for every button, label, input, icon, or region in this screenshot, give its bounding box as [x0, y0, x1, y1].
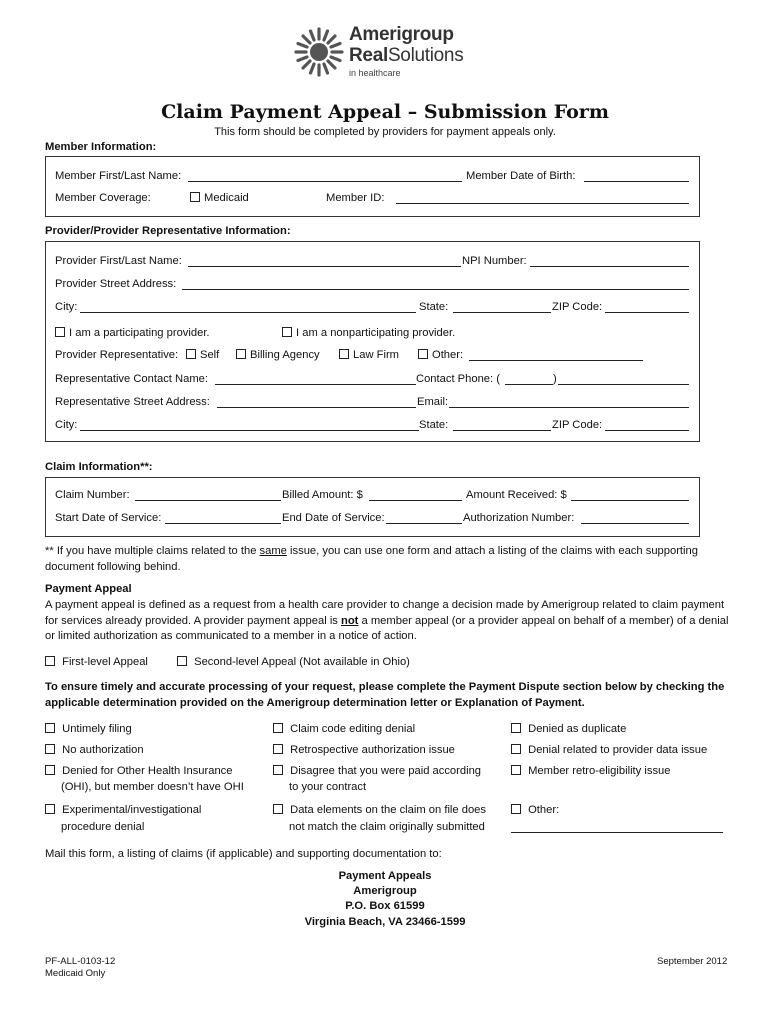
member-heading: Member Information: [45, 141, 157, 153]
mail-line4: Virginia Beach, VA 23466-1599 [304, 916, 466, 928]
rep-self-option[interactable]: Self [186, 349, 219, 361]
first-level-checkbox[interactable] [45, 656, 55, 666]
form-code: PF-ALL-0103-12 [45, 956, 116, 967]
rep-other-option[interactable]: Other: [418, 349, 463, 361]
code-editing-checkbox[interactable] [273, 723, 283, 733]
data-elements-option[interactable]: Data elements on the claim on file does [273, 804, 486, 816]
disagree-option-cont: to your contract [289, 781, 367, 793]
rep-law-option[interactable]: Law Firm [339, 349, 399, 361]
other-dispute-option[interactable]: Other: [511, 804, 559, 816]
second-level-option[interactable]: Second-level Appeal (Not available in Ohio) [177, 656, 410, 668]
billed-label: Billed Amount: $ [282, 489, 363, 501]
provider-state-label: State: [419, 301, 449, 313]
other-dispute-field[interactable] [511, 832, 723, 833]
rep-city-label: City: [55, 419, 78, 431]
received-label: Amount Received: $ [466, 489, 567, 501]
law-checkbox[interactable] [339, 349, 349, 359]
provider-city-field[interactable] [80, 312, 416, 313]
payment-appeal-text: A payment appeal is defined as a request from a health care provider to change a decision made by Amerigroup related to claim payment for services already provided. A provider payment appeal is not a member appeal (or a provider appeal on behalf of a member) of a denial or limited authorization as communicated to a member in a notice of action. [45, 599, 729, 642]
form-date: September 2012 [657, 956, 728, 967]
code-editing-option[interactable]: Claim code editing denial [273, 723, 415, 735]
phone-area-field[interactable] [505, 384, 553, 385]
provider-street-field[interactable] [182, 289, 689, 290]
rep-street-field[interactable] [217, 407, 416, 408]
member-name-field[interactable] [188, 181, 462, 182]
ohi-checkbox[interactable] [45, 765, 55, 775]
rep-zip-label: ZIP Code: [552, 419, 603, 431]
member-id-field[interactable] [396, 203, 689, 204]
rep-zip-field[interactable] [605, 430, 689, 431]
provider-heading: Provider/Provider Representative Information: [45, 225, 291, 237]
logo-tagline: in healthcare [349, 68, 401, 78]
other-dispute-checkbox[interactable] [511, 804, 521, 814]
untimely-filing-option[interactable]: Untimely filing [45, 723, 132, 735]
rep-other-field[interactable] [469, 360, 643, 361]
rep-contact-label: Representative Contact Name: [55, 373, 208, 385]
retro-auth-checkbox[interactable] [273, 744, 283, 754]
participating-checkbox[interactable] [55, 327, 65, 337]
claim-number-field[interactable] [135, 500, 281, 501]
nonparticipating-option[interactable]: I am a nonparticipating provider. [282, 327, 455, 339]
disagree-checkbox[interactable] [273, 765, 283, 775]
medicaid-option[interactable]: Medicaid [190, 192, 249, 204]
end-date-field[interactable] [386, 523, 462, 524]
self-checkbox[interactable] [186, 349, 196, 359]
first-level-option[interactable]: First-level Appeal [45, 656, 148, 668]
rep-state-label: State: [419, 419, 449, 431]
provider-name-label: Provider First/Last Name: [55, 255, 182, 267]
experimental-option[interactable]: Experimental/investigational [45, 804, 201, 816]
retro-eligibility-option[interactable]: Member retro-eligibility issue [511, 765, 670, 777]
member-dob-field[interactable] [584, 181, 689, 182]
no-auth-checkbox[interactable] [45, 744, 55, 754]
mail-line1: Payment Appeals [338, 870, 432, 882]
retro-eligibility-checkbox[interactable] [511, 765, 521, 775]
provider-data-checkbox[interactable] [511, 744, 521, 754]
claim-number-label: Claim Number: [55, 489, 130, 501]
experimental-checkbox[interactable] [45, 804, 55, 814]
no-auth-option[interactable]: No authorization [45, 744, 144, 756]
ohi-option[interactable]: Denied for Other Health Insurance [45, 765, 233, 777]
mail-intro: Mail this form, a listing of claims (if applicable) and supporting documentation to: [45, 848, 442, 860]
untimely-checkbox[interactable] [45, 723, 55, 733]
duplicate-option[interactable]: Denied as duplicate [511, 723, 626, 735]
page-title: Claim Payment Appeal – Submission Form [161, 101, 609, 123]
data-elements-checkbox[interactable] [273, 804, 283, 814]
experimental-option-cont: procedure denial [61, 821, 145, 833]
logo-subbrand: RealSolutions [349, 45, 464, 66]
logo-brand: Amerigroup [349, 24, 454, 45]
member-dob-label: Member Date of Birth: [466, 170, 576, 182]
provider-city-label: City: [55, 301, 78, 313]
retro-auth-option[interactable]: Retrospective authorization issue [273, 744, 455, 756]
other-rep-checkbox[interactable] [418, 349, 428, 359]
mail-line3: P.O. Box 61599 [345, 900, 425, 912]
claim-box [45, 477, 700, 537]
data-elements-option-cont: not match the claim originally submitted [289, 821, 485, 833]
mail-line2: Amerigroup [353, 885, 417, 897]
nonparticipating-checkbox[interactable] [282, 327, 292, 337]
start-date-field[interactable] [165, 523, 281, 524]
received-field[interactable] [571, 500, 689, 501]
disagree-option[interactable]: Disagree that you were paid according [273, 765, 481, 777]
claim-heading: Claim Information**: [45, 461, 153, 473]
sunburst-logo-icon [293, 26, 345, 78]
auth-field[interactable] [581, 523, 689, 524]
rep-city-field[interactable] [80, 430, 419, 431]
provider-data-option[interactable]: Denial related to provider data issue [511, 744, 707, 756]
member-coverage-label: Member Coverage: [55, 192, 151, 204]
provider-name-field[interactable] [188, 266, 461, 267]
second-level-checkbox[interactable] [177, 656, 187, 666]
billing-checkbox[interactable] [236, 349, 246, 359]
duplicate-checkbox[interactable] [511, 723, 521, 733]
page-subtitle: This form should be completed by providers for payment appeals only. [214, 126, 556, 138]
phone-field[interactable] [558, 384, 689, 385]
npi-field[interactable] [530, 266, 689, 267]
participating-option[interactable]: I am a participating provider. [55, 327, 210, 339]
member-id-label: Member ID: [326, 192, 385, 204]
billed-field[interactable] [369, 500, 462, 501]
ohi-option-cont: (OHI), but member doesn’t have OHI [61, 781, 244, 793]
rep-state-field[interactable] [453, 430, 551, 431]
provider-zip-label: ZIP Code: [552, 301, 603, 313]
email-label: Email: [417, 396, 449, 408]
multiple-claims-note: ** If you have multiple claims related to the same issue, you can use one form and attach a listing of the claims with each supporting document following behind. [45, 545, 698, 573]
npi-label: NPI Number: [462, 255, 527, 267]
provider-box [45, 241, 700, 442]
provider-state-field[interactable] [453, 312, 551, 313]
member-box [45, 156, 700, 217]
rep-label: Provider Representative: [55, 349, 179, 361]
auth-label: Authorization Number: [463, 512, 575, 524]
rep-street-label: Representative Street Address: [55, 396, 210, 408]
email-field[interactable] [449, 407, 689, 408]
provider-zip-field[interactable] [605, 312, 689, 313]
end-date-label: End Date of Service: [282, 512, 385, 524]
form-sub: Medicaid Only [45, 968, 106, 979]
rep-billing-option[interactable]: Billing Agency [236, 349, 320, 361]
payment-appeal-heading: Payment Appeal [45, 583, 132, 595]
medicaid-checkbox[interactable] [190, 192, 200, 202]
amerigroup-logo [293, 22, 493, 82]
start-date-label: Start Date of Service: [55, 512, 162, 524]
phone-label: Contact Phone: ( [416, 373, 500, 385]
dispute-instructions: To ensure timely and accurate processing of your request, please complete the Payment Dispute section below by checking the applicable determination provided on the Amerigroup determination letter or Explanation of Payment. [45, 681, 725, 709]
rep-contact-field[interactable] [215, 384, 416, 385]
phone-close: ) [553, 373, 557, 385]
member-name-label: Member First/Last Name: [55, 170, 182, 182]
provider-street-label: Provider Street Address: [55, 278, 177, 290]
